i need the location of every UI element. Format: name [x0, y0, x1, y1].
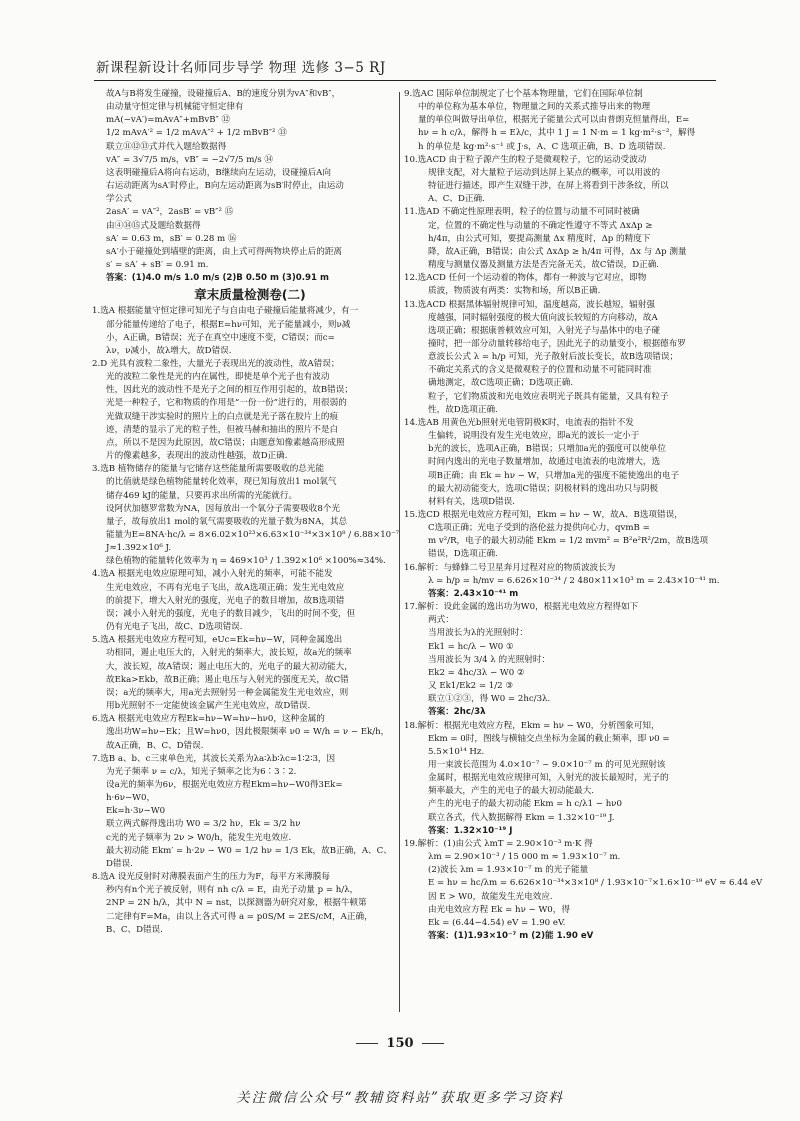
- text-line: 2NP = 2N h/λ，其中 N = nst，以探测器为研究对象，根据牛顿第: [106, 898, 367, 909]
- text-line: 5.选A 根据光电效应方程可知，eUc=Ek=hν−W，同种金属逸出: [92, 635, 343, 646]
- text-line: Ek2 = 4hc/3λ − W0 ②: [428, 667, 525, 678]
- text-line: 联立两式解得逸出功 W0 = 3/2 hν，Ek = 3/2 hν: [106, 819, 301, 830]
- text-line: 5.5×10¹⁴ Hz.: [428, 746, 485, 757]
- text-line: 点，所以不是因为此原因，故C错误；由题意知像素越高形成照: [106, 437, 345, 448]
- text-line: 特征进行描述，即产生双缝干涉，在屏上将看到干涉条纹，所以: [428, 181, 669, 192]
- text-line: 故A正确，B、C、D错误.: [106, 740, 204, 751]
- text-line: C选项正确；光电子受到的洛伦兹力提供向心力，qvmB =: [428, 523, 650, 534]
- page-number-dash-right: [422, 1043, 444, 1044]
- text-line: 3.选B 植物储存的能量与它储存这些能量所需要吸收的总光能: [92, 464, 325, 475]
- text-line: 误；减小入射光的强度，光电子的数目减少，飞出的时间不变，但: [106, 608, 356, 619]
- text-line: 2.D 光具有波粒二象性，大量光子表现出光的波动性，故A错误；: [92, 358, 340, 369]
- text-line: 能量为E=8NA·hc/λ = 8×6.02×10²³×6.63×10⁻³⁴×3×10⁸ / 6.88×10⁻⁷: [106, 530, 400, 540]
- text-line: 15.选CD 根据光电效应方程可知，Ekm = hν − W，故A、B选项错误，: [404, 510, 683, 520]
- text-line: 大，波长短，故A错误；遏止电压大的，光电子的最大初动能大，: [106, 661, 353, 672]
- text-line: 储存469 kJ的能量，只要再求出所需的光能就行。: [106, 490, 298, 501]
- text-line: 联立⑪⑫⑬式并代入题给数据得: [106, 141, 227, 152]
- text-line: 材料有关，选项D错误.: [428, 496, 515, 507]
- text-line: 量的单位叫做导出单位，根据光子能量公式可以由普朗克恒量得出，E=: [418, 115, 690, 126]
- text-line: 最大初动能 Ekm′ = h·2ν − W0 = 1/2 hν = 1/3 Ek，故B正确，A、C、: [106, 845, 392, 856]
- text-line: h·6ν−W0，: [106, 793, 156, 804]
- text-line: mA(−vA′)=mAvA″+mBvB″ ⑫: [106, 115, 231, 126]
- text-line: 意波长公式 λ = h/p 可知，光子散射后波长变长，故B选项错误；: [428, 352, 679, 363]
- right-column: [404, 88, 763, 943]
- text-line: 1.选A 根据能量守恒定律可知光子与自由电子碰撞后能量将减少，有一: [92, 306, 359, 317]
- text-line: 中的单位称为基本单位，物理量之间的关系式推导出来的物理: [418, 102, 651, 113]
- text-line: 错误，D选项正确.: [428, 549, 498, 560]
- text-line: 16.解析：与蜂蜂二号卫星奔月过程对应的物质波波长为: [404, 562, 616, 573]
- text-line: 12.选ACD 任何一个运动着的物体，都有一种波与它对应，即物: [404, 273, 647, 284]
- text-line: 降，故A正确，B错误；由公式 ΔxΔp ≥ h/4π 可得，Δx 与 Δp 测量: [428, 246, 687, 257]
- text-line: sA′小于碰撞处到墙壁的距离，由上式可得两物块停止后的距离: [106, 246, 343, 257]
- text-line: 光的波粒二象性是光的内在属性，即使是单个光子也有波动: [106, 372, 330, 383]
- text-line: (2)波长 λm = 1.93×10⁻⁷ m 的光子能量: [428, 865, 589, 876]
- text-line: 频率最大，产生的光电子的最大初动能最大.: [428, 786, 595, 797]
- text-line: 由动量守恒定律与机械能守恒定律有: [106, 102, 244, 113]
- text-line: 用一束波长范围为 4.0×10⁻⁷ ~ 9.0×10⁻⁷ m 的可见光照射该: [428, 759, 666, 770]
- text-line: h/4π，由公式可知，要提高测量 Δx 精度时，Δp 的精度下: [428, 233, 651, 244]
- text-line: 量子，故每放出1 mol的氧气需要吸收的光量子数为8NA，其总: [106, 516, 348, 527]
- text-line: 9.选AC 国际单位制规定了七个基本物理量，它们在国际单位制: [404, 89, 643, 99]
- text-line: 右运动距离为sA′时停止，B向左运动距离为sB′时停止，由运动: [106, 181, 344, 192]
- text-line: hν = h c/λ，解得 h = Eλ/c，其中 1 J = 1 N·m = 1 kg·m²·s⁻²，解得: [418, 128, 696, 139]
- text-line: 17.解析：设此金属的逸出功为W0，根据光电效应方程得如下: [404, 602, 639, 613]
- text-line: 规律支配，对大量粒子运动到达屏上某点的概率，可以用波的: [428, 167, 661, 178]
- text-line: λ = h/p = h/mv = 6.626×10⁻³⁴ / 2 480×11×10³ m = 2.43×10⁻⁴¹ m.: [428, 575, 720, 586]
- text-line: 故A与B将发生碰撞，设碰撞后A、B的速度分别为vA″和vB″，: [106, 89, 341, 99]
- text-line: 部分能量传递给了电子，根据E=hν可知，光子能量减小，则ν减: [106, 319, 351, 330]
- text-line: 性，因此光的波动性不是光子之间的相互作用引起的，故B错误；: [106, 385, 353, 396]
- text-line: 迹，清楚的显示了光的粒子性，但被马赫和抽出的照片不是白: [106, 424, 339, 435]
- text-line: 的前提下，增大入射光的强度，光电子的数目增加，故B选项错: [106, 595, 345, 606]
- text-line: 因 E > W0，故能发生光电效应.: [428, 891, 553, 902]
- text-line: b光的波长，选项A正确，B错误；只增加a光的强度可以使单位: [428, 444, 666, 455]
- text-line: 联立①②③，得 W0 = 2hc/3λ.: [428, 694, 551, 705]
- page-number-dash-left: [356, 1043, 378, 1044]
- text-line: J≈1.392×10⁶ J.: [106, 543, 172, 554]
- text-line: 金属时，根据光电效应规律可知，入射光的波长最短时，光子的: [428, 773, 669, 784]
- text-line: 8.选A 设光反射时对薄膜表面产生的压力为F，每平方米薄膜每: [92, 872, 330, 883]
- text-line: 精度与测量仪器及测量方法是否完备无关，故C错误，D正确.: [428, 260, 660, 271]
- text-line: 功相同，遏止电压大的，入射光的频率大，波长短，故a光的频率: [106, 648, 352, 659]
- text-line: 两式：: [428, 615, 454, 626]
- text-line: 产生的光电子的最大初动能 Ekm = h c/λ1 − hν0: [428, 799, 622, 810]
- text-line: 的最大初动能变大，选项C错误；阴极材料的逸出功只与阴极: [428, 483, 659, 494]
- text-line: 联立各式，代入数据解得 Ekm = 1.32×10⁻¹⁹ J.: [428, 812, 615, 823]
- text-line: 设阿伏加德罗常数为NA，因每放出一个氧分子需要吸收8个光: [106, 503, 341, 514]
- answer-line: 答案：(1)1.93×10⁻⁷ m (2)能 1.90 eV: [428, 931, 594, 941]
- text-line: 误；a光的频率大，用a光去照射另一种金属能发生光电效应，则: [106, 687, 349, 698]
- text-line: 的比值就是绿色植物能量转化效率，现已知每放出1 mol氧气: [106, 477, 337, 488]
- text-line: 设a光的频率为6ν，根据光电效应方程Ekm=hν−W0得3Ek=: [106, 779, 343, 790]
- text-line: Ekm = 0时，图线与横轴交点坐标为金属的截止频率，即 ν0 =: [428, 733, 670, 744]
- text-line: 用b光照射不一定能使该金属产生光电效应，故D错误.: [106, 701, 311, 712]
- answer-line: 答案：2.43×10⁻⁴¹ m: [428, 588, 519, 599]
- text-line: Ek1 = hc/λ − W0 ①: [428, 641, 514, 652]
- text-line: 14.选AB 用黄色光b照射光电管阴极K时，电流表的指针不发: [404, 417, 634, 428]
- text-line: λm = 2.90×10⁻³ / 15 000 m ≈ 1.93×10⁻⁷ m.: [428, 852, 621, 863]
- text-line: 13.选ACD 根据黑体辐射规律可知，温度越高，波长越短，辐射强: [404, 299, 655, 310]
- text-line: 当用波长为 3/4 λ 的光照射时：: [428, 654, 551, 665]
- text-line: h 的单位是 kg·m²·s⁻¹ 或 J·s，A、C 选项正确，B、D 选项错误.: [418, 141, 666, 152]
- text-line: 质波，物质波有两类：实物和场，所以B正确.: [428, 286, 601, 297]
- text-line: 度越强，同时辐射强度的极大值向波长较短的方向移动，故A: [428, 312, 658, 323]
- footer-promo-text: 关注微信公众号“教辅资料站”获取更多学习资料: [236, 1090, 564, 1106]
- section-heading: 章末质量检测卷(二): [194, 287, 306, 303]
- text-line: 仍有光电子飞出，故C、D选项错误.: [106, 622, 243, 633]
- text-line: 生光电效应，不再有光电子飞出，故A选项正确；发生光电效应: [106, 582, 345, 593]
- page-header: 新课程新设计名师同步导学 物理 选修 3−5 RJ: [96, 60, 386, 76]
- text-line: 绿色植物的能量转化效率为 η = 469×10³ / 1.392×10⁶ ×100%≈34%.: [106, 556, 386, 567]
- text-line: λν，ν减小，故λ增大，故D错误.: [106, 345, 232, 356]
- text-line: vA″ = 3√7/5 m/s，vB″ = −2√7/5 m/s ⑭: [106, 154, 274, 165]
- text-line: c光的光子频率为 2ν > W0/h，能发生光电效应.: [106, 832, 292, 843]
- text-line: 4.选A 根据光电效应原理可知，减小入射光的频率，可能不能发: [92, 569, 333, 580]
- text-line: 时间内逸出的光电子数量增加，故通过电流表的电流增大，选: [428, 457, 661, 468]
- answer-line: 答案：2hc/3λ: [428, 707, 486, 718]
- text-line: 19.解析：(1)由公式 λmT = 2.90×10⁻³ m·K 得: [404, 838, 593, 849]
- text-line: 故Eka>Ekb，故B正确；遏止电压与入射光的强度无关，故C错: [106, 674, 349, 685]
- text-line: 项B正确；由 Ek = hν − W，只增加a光的强度不能使逸出的电子: [428, 470, 680, 481]
- left-column: [92, 88, 408, 937]
- text-line: 粒子，它们物质波和光电效应表明光子既具有能量，又具有粒子: [428, 391, 669, 402]
- text-line: B、C、D错误.: [106, 924, 163, 935]
- text-line: 确地测定，故C选项正确；D选项正确.: [428, 378, 574, 389]
- text-line: Ek=h·3ν−W0: [106, 806, 166, 817]
- text-line: 小，A正确，B错误；光子在真空中速度不变，C错误；而c=: [106, 332, 335, 343]
- text-line: 7.选B a、b、c三束单色光，其波长关系为λa∶λb∶λc=1∶2∶3，因: [92, 753, 336, 764]
- text-line: 选项正确；根据康普顿效应可知，入射光子与晶体中的电子碰: [428, 325, 661, 336]
- text-line: 由光电效应方程 Ek = hν − W0，得: [428, 904, 570, 915]
- text-line: sA′ = 0.63 m，sB′ = 0.28 m ⑯: [106, 233, 237, 244]
- text-line: 秒内有n个光子被反射，则有 nh c/λ = E，由光子动量 p = h/λ，: [106, 885, 359, 896]
- text-line: s′ = sA′ + sB′ = 0.91 m.: [106, 260, 209, 271]
- text-line: 光是一种粒子，它和物质的作用是“一份一份”进行的，用很弱的: [106, 398, 347, 409]
- text-line: 光做双缝干涉实验时的照片上的白点就是光子落在胶片上的痕: [106, 411, 339, 422]
- text-line: 18.解析：根据光电效应方程，Ekm = hν − W0，分析图象可知，: [404, 720, 660, 731]
- text-line: 性，故D选项正确.: [428, 404, 498, 415]
- text-line: 学公式: [106, 194, 132, 205]
- text-line: 由④⑭⑮式及题给数据得: [106, 220, 201, 231]
- text-line: 2asA′ = vA″²，2asB′ = vB″² ⑮: [106, 207, 234, 218]
- text-line: 6.选A 根据光电效应方程Ek=hν−W=hν−hν0，这种金属的: [92, 714, 325, 725]
- text-line: Ek = (6.44−4.54) eV = 1.90 eV.: [428, 917, 566, 928]
- text-line: 10.选ACD 由于粒子源产生的粒子是微观粒子，它的运动受波动: [404, 154, 647, 165]
- answer-line: 答案：(1)4.0 m/s 1.0 m/s (2)B 0.50 m (3)0.91 m: [106, 273, 329, 284]
- text-line: 片的像素越多，表现出的波动性越强，故D正确.: [106, 451, 288, 462]
- text-line: 1/2 mAvA′² = 1/2 mAvA″² + 1/2 mBvB″² ⑬: [106, 128, 287, 139]
- text-line: 为光子频率 ν = c/λ，知光子频率之比为6∶3∶2.: [106, 766, 297, 777]
- text-line: 11.选AD 不确定性原理表明，粒子的位置与动量不可同时被确: [404, 207, 640, 218]
- page-number-bar: [0, 1036, 800, 1051]
- text-line: E = hν = hc/λm = 6.626×10⁻³⁴×3×10⁸ / 1.93×10⁻⁷×1.6×10⁻¹⁹ eV ≈ 6.44 eV: [428, 878, 763, 889]
- text-line: 撞时，把一部分动量转移给电子，因此光子的动量变小，根据德布罗: [428, 338, 686, 349]
- header-rule: [94, 80, 716, 81]
- text-line: 这表明碰撞后A将向右运动，B继续向左运动，设碰撞后A向: [106, 167, 331, 178]
- page-number: 150: [386, 1036, 414, 1051]
- text-line: A、C、D正确.: [428, 194, 485, 205]
- text-line: 又 Ek1/Ek2 = 1/2 ③: [428, 681, 514, 692]
- text-line: 逸出功W=hν−Ek；且W=hν0，因此极限频率 ν0 = W/h = ν − Ek/h，: [106, 727, 390, 738]
- text-line: 不确定关系式的含义是微观粒子的位置和动量不可能同时准: [428, 365, 652, 376]
- text-line: 生偏转，说明没有发生光电效应，即a光的波长一定小于: [428, 431, 640, 442]
- text-line: m v²/R，电子的最大初动能 Ekm = 1/2 mvm² = B²e²R²/2m，故B选项: [428, 536, 709, 547]
- text-line: 二定律有F=Ma，由以上各式可得 a = p0S/M = 2ES/cM，A正确，: [106, 911, 373, 922]
- text-line: 当用波长为λ的光照射时：: [428, 628, 528, 639]
- answer-line: 答案：1.32×10⁻¹⁹ J: [428, 825, 513, 836]
- text-line: D错误.: [106, 858, 133, 869]
- text-line: 定，位置的不确定性与动量的不确定性遵守不等式 ΔxΔp ≥: [428, 220, 653, 231]
